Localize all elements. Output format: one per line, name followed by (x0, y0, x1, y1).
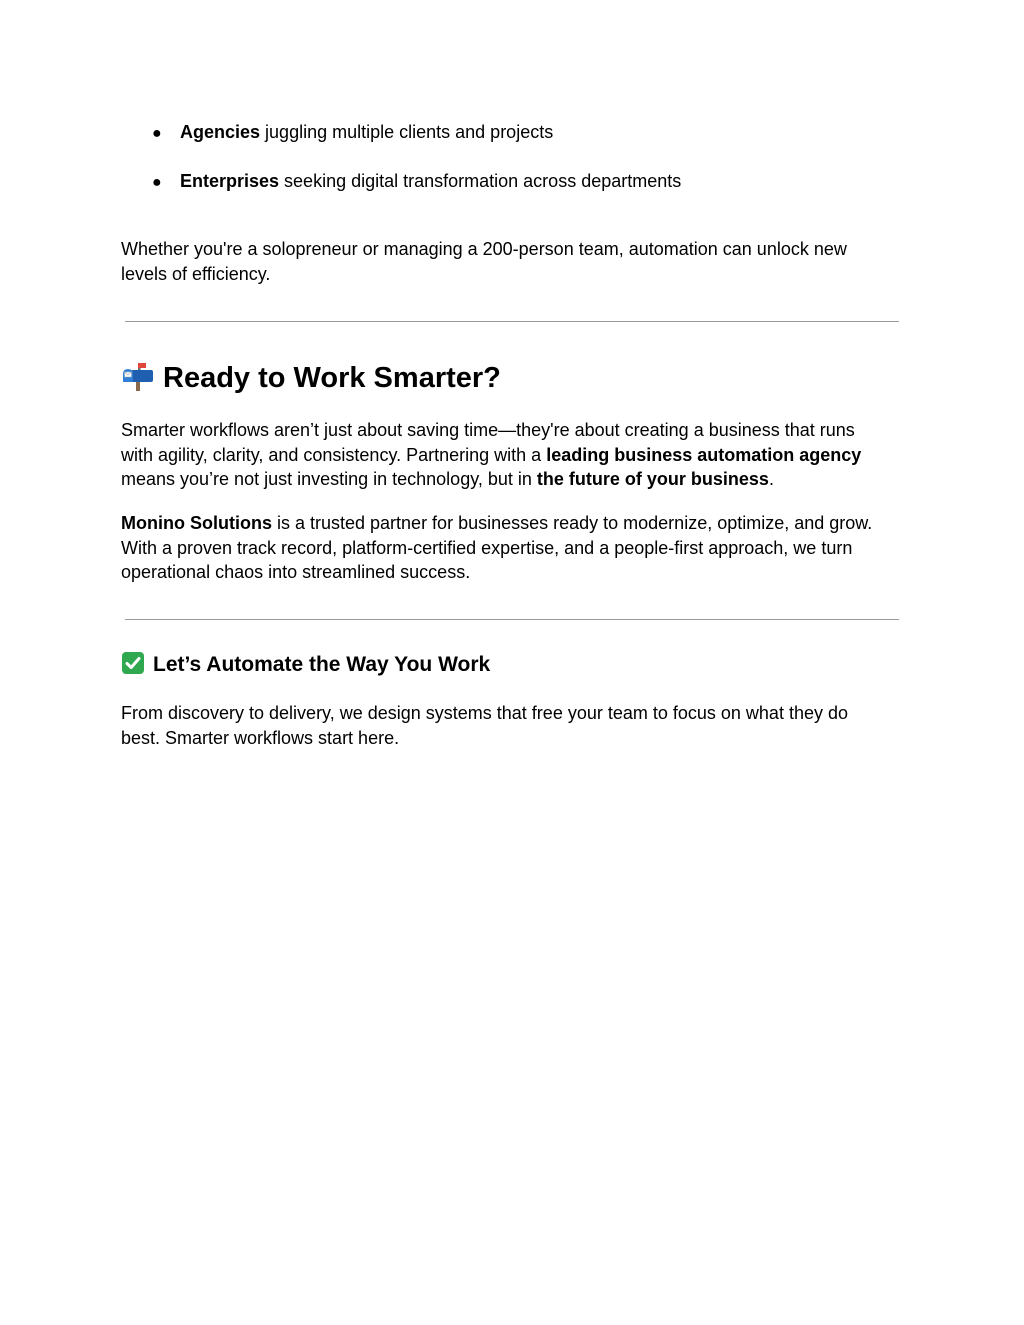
paragraph-text: is a trusted partner for businesses ready to modernize, optimize, and grow. (271, 513, 873, 533)
paragraph-text: . (768, 469, 774, 489)
bullet-text: juggling multiple clients and projects (260, 122, 554, 142)
intro-paragraph (121, 237, 901, 286)
section-heading-automate (121, 651, 490, 679)
section-heading-ready (121, 360, 501, 396)
section1-paragraph-1 (121, 418, 901, 492)
paragraph-line: levels of efficiency. (121, 263, 271, 284)
section-heading-text: Ready to Work Smarter? (163, 362, 501, 394)
bullet-item-enterprises (152, 169, 681, 195)
section-heading-text: Let’s Automate the Way You Work (153, 653, 491, 676)
paragraph-text: with agility, clarity, and consistency. Partnering with a (121, 444, 547, 465)
section2-paragraph (121, 701, 901, 750)
horizontal-divider (125, 619, 899, 620)
paragraph-line (121, 443, 901, 468)
paragraph-line: From discovery to delivery, we design systems that free your team to focus on what they do (121, 703, 848, 723)
paragraph-line: Smarter workflows aren’t just about saving time—they're about creating a business that runs (121, 420, 855, 440)
bullet-text: seeking digital transformation across departments (279, 171, 682, 191)
paragraph-line: operational chaos into streamlined success. (121, 562, 471, 582)
paragraph-line (121, 511, 901, 536)
paragraph-line: best. Smarter workflows start here. (121, 727, 400, 748)
horizontal-divider (125, 321, 899, 322)
paragraph-line (121, 467, 901, 492)
bold-phrase: the future of your business (536, 469, 769, 489)
mailbox-icon (121, 361, 155, 391)
bullet-item-agencies (152, 120, 553, 146)
bullet-bold-term: Agencies (180, 122, 261, 142)
bullet-marker: ● (152, 174, 162, 191)
check-mark-icon (121, 651, 145, 675)
paragraph-text: means you’re not just investing in technology, but in (121, 469, 537, 489)
bullet-marker: ● (152, 125, 162, 142)
bullet-bold-term: Enterprises (180, 171, 280, 191)
bold-phrase: leading business automation agency (546, 444, 862, 465)
section1-paragraph-2 (121, 511, 901, 585)
paragraph-line: Whether you're a solopreneur or managing a 200-person team, automation can unlock new (121, 239, 847, 259)
company-name: Monino Solutions (121, 513, 272, 533)
paragraph-line: With a proven track record, platform-certified expertise, and a people-first approach, we turn (121, 537, 853, 558)
